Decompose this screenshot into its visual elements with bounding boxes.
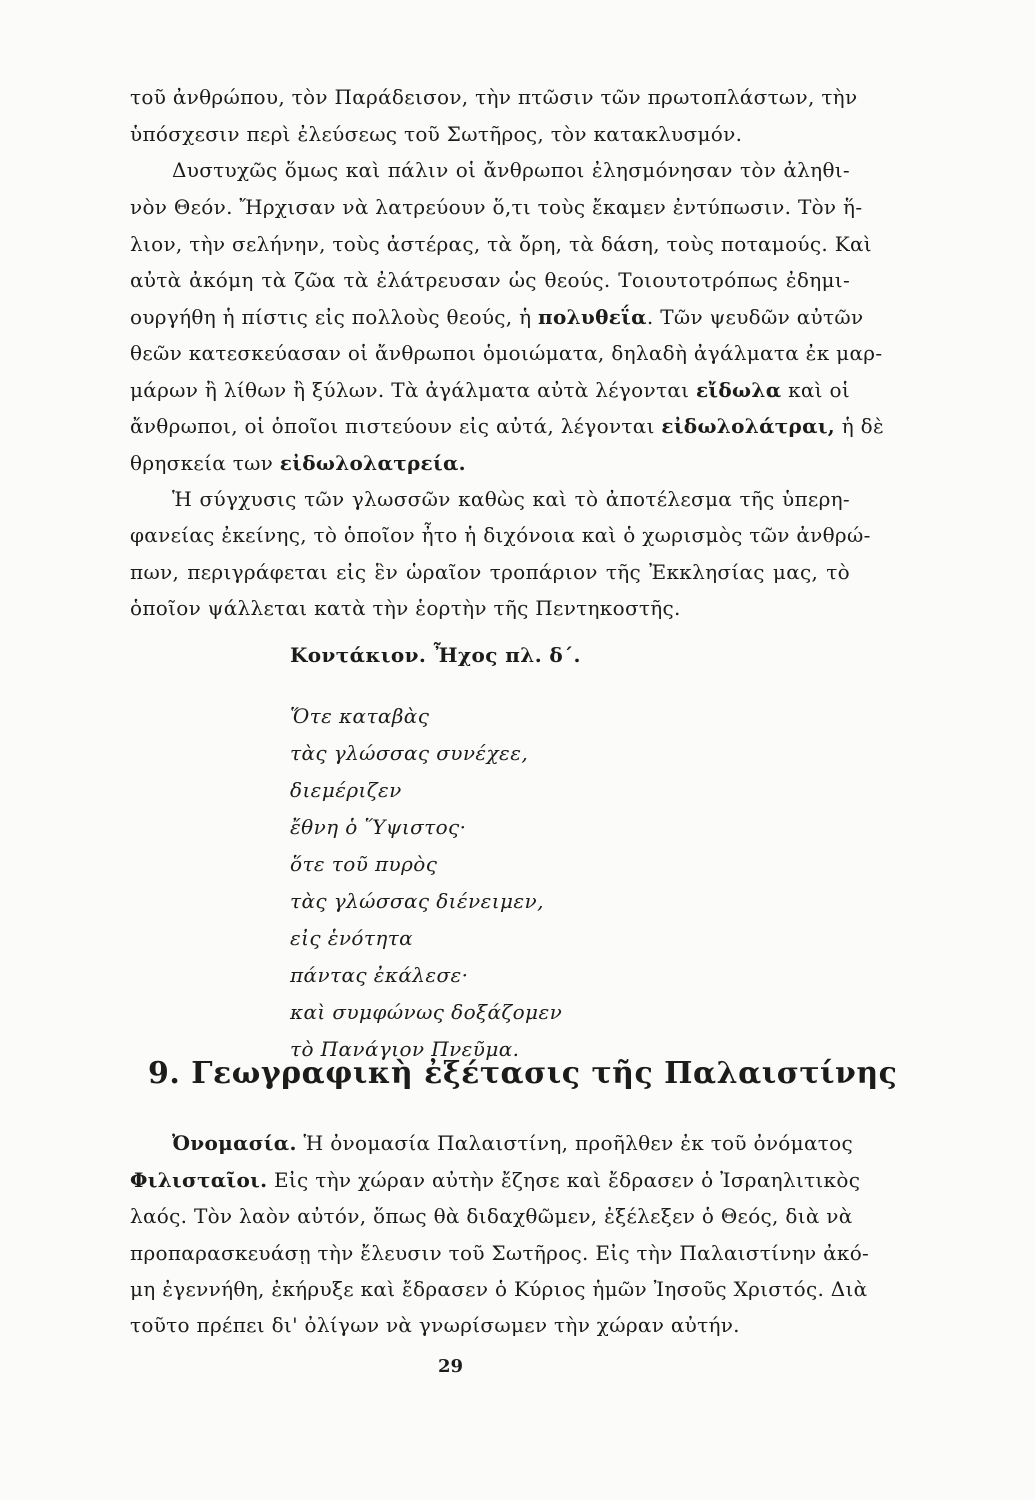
text-line: τοῦ ἀνθρώπου, τὸν Παράδεισον, τὴν πτῶσιν τῶν πρωτοπλάστων, τὴν xyxy=(130,85,858,109)
text-line: ὑπόσχεσιν περὶ ἐλεύσεως τοῦ Σωτῆρος, τὸν κατακλυσμόν. xyxy=(130,122,743,146)
text-line: ὁποῖον ψάλλεται κατὰ τὴν ἑορτὴν τῆς Πεντηκοστῆς. xyxy=(130,596,681,620)
hymn-line: εἰς ἑνότητα xyxy=(290,926,414,950)
text-run: . Τῶν ψευδῶν αὐτῶν xyxy=(646,305,864,329)
text-run: μάρων ἢ λίθων ἢ ξύλων. Τὰ ἀγάλματα αὐτὰ λέγονται xyxy=(130,378,696,402)
text-run: θρησκεία των xyxy=(130,451,280,475)
term-naming: Ὀνομασία. xyxy=(172,1131,297,1155)
text-line: λιον, τὴν σελήνην, τοὺς ἀστέρας, τὰ ὄρη, τὰ δάση, τοὺς ποταμούς. Καὶ xyxy=(130,232,872,256)
text-run: ἄνθρωποι, οἱ ὁποῖοι πιστεύουν εἰς αὐτά, λέγονται xyxy=(130,414,662,438)
term-idolaters: εἰδωλολάτραι, xyxy=(661,414,836,438)
term-polytheism: πολυθεΐα xyxy=(538,305,647,329)
text-line: φανείας ἐκείνης, τὸ ὁποῖον ἦτο ἡ διχόνοια καὶ ὁ χωρισμὸς τῶν ἀνθρώ- xyxy=(130,523,871,547)
text-line: νὸν Θεόν. Ἤρχισαν νὰ λατρεύουν ὅ,τι τοὺς ἔκαμεν ἐντύπωσιν. Τὸν ἥ- xyxy=(130,195,863,219)
text-line xyxy=(130,413,885,439)
text-run: καὶ οἱ xyxy=(781,378,850,402)
text-line: πων, περιγράφεται εἰς ἓν ὡραῖον τροπάριον τῆς Ἐκκλησίας μας, τὸ xyxy=(130,560,850,584)
hymn-line: τὸ Πανάγιον Πνεῦμα. xyxy=(290,1037,520,1061)
hymn-line: ὅτε τοῦ πυρὸς xyxy=(290,852,438,876)
text-line: αὐτὰ ἀκόμη τὰ ζῶα τὰ ἐλάτρευσαν ὡς θεούς. Τοιουτοτρόπως ἐδημι- xyxy=(130,268,850,292)
text-line: Δυστυχῶς ὅμως καὶ πάλιν οἱ ἄνθρωποι ἐλησμόνησαν τὸν ἀληθι- xyxy=(172,158,850,182)
text-run: Ἡ ὀνομασία Παλαιστίνη, προῆλθεν ἐκ τοῦ ὀνόματος xyxy=(296,1131,853,1155)
term-idols: εἴδωλα xyxy=(695,378,782,402)
text-line: θεῶν κατεσκεύασαν οἱ ἄνθρωποι ὁμοιώματα, δηλαδὴ ἀγάλματα ἐκ μαρ- xyxy=(130,341,883,365)
term-philistines: Φιλισταῖοι. xyxy=(130,1168,268,1192)
text-line xyxy=(130,450,850,476)
text-line: προπαρασκευάσῃ τὴν ἔλευσιν τοῦ Σωτῆρος. Εἰς τὴν Παλαιστίνην ἀκό- xyxy=(130,1241,870,1265)
text-line xyxy=(172,1130,853,1156)
page-number: 29 xyxy=(438,1356,464,1377)
hymn-line: ἔθνη ὁ Ὕψιστος· xyxy=(290,815,467,839)
hymn-line: τὰς γλώσσας συνέχεε, xyxy=(290,741,529,765)
text-run: Εἰς τὴν χώραν αὐτὴν ἔζησε καὶ ἔδρασεν ὁ Ἰσραηλιτικὸς xyxy=(267,1168,861,1192)
hymn-line: καὶ συμφώνως δοξάζομεν xyxy=(290,1000,563,1024)
text-line xyxy=(130,377,850,403)
text-line xyxy=(130,304,864,330)
kontakion-heading: Κοντάκιον. Ἦχος πλ. δ΄. xyxy=(290,643,581,667)
hymn-line: διεμέριζεν xyxy=(290,778,402,802)
text-run: ουργήθη ἡ πίστις εἰς πολλοὺς θεούς, ἡ xyxy=(130,305,539,329)
text-line: λαός. Τὸν λαὸν αὐτόν, ὅπως θὰ διδαχθῶμεν, ἐξέλεξεν ὁ Θεός, διὰ νὰ xyxy=(130,1204,853,1228)
hymn-line: τὰς γλώσσας διένειμεν, xyxy=(290,889,544,913)
text-line xyxy=(130,1167,861,1193)
text-line: Ἡ σύγχυσις τῶν γλωσσῶν καθὼς καὶ τὸ ἀποτέλεσμα τῆς ὑπερη- xyxy=(172,487,850,511)
text-line: τοῦτο πρέπει δι' ὀλίγων νὰ γνωρίσωμεν τὴν χώραν αὐτήν. xyxy=(130,1313,740,1337)
section-heading: 9. Γεωγραφικὴ ἐξέτασις τῆς Παλαιστίνης xyxy=(148,1056,898,1091)
hymn-line: πάντας ἐκάλεσε· xyxy=(290,963,469,987)
text-line: μη ἐγεννήθη, ἐκήρυξε καὶ ἔδρασεν ὁ Κύριος ἡμῶν Ἰησοῦς Χριστός. Διὰ xyxy=(130,1277,868,1301)
term-idolatry: εἰδωλολατρεία. xyxy=(279,451,466,475)
text-run: ἡ δὲ xyxy=(835,414,885,438)
hymn-line: Ὅτε καταβὰς xyxy=(290,704,430,728)
